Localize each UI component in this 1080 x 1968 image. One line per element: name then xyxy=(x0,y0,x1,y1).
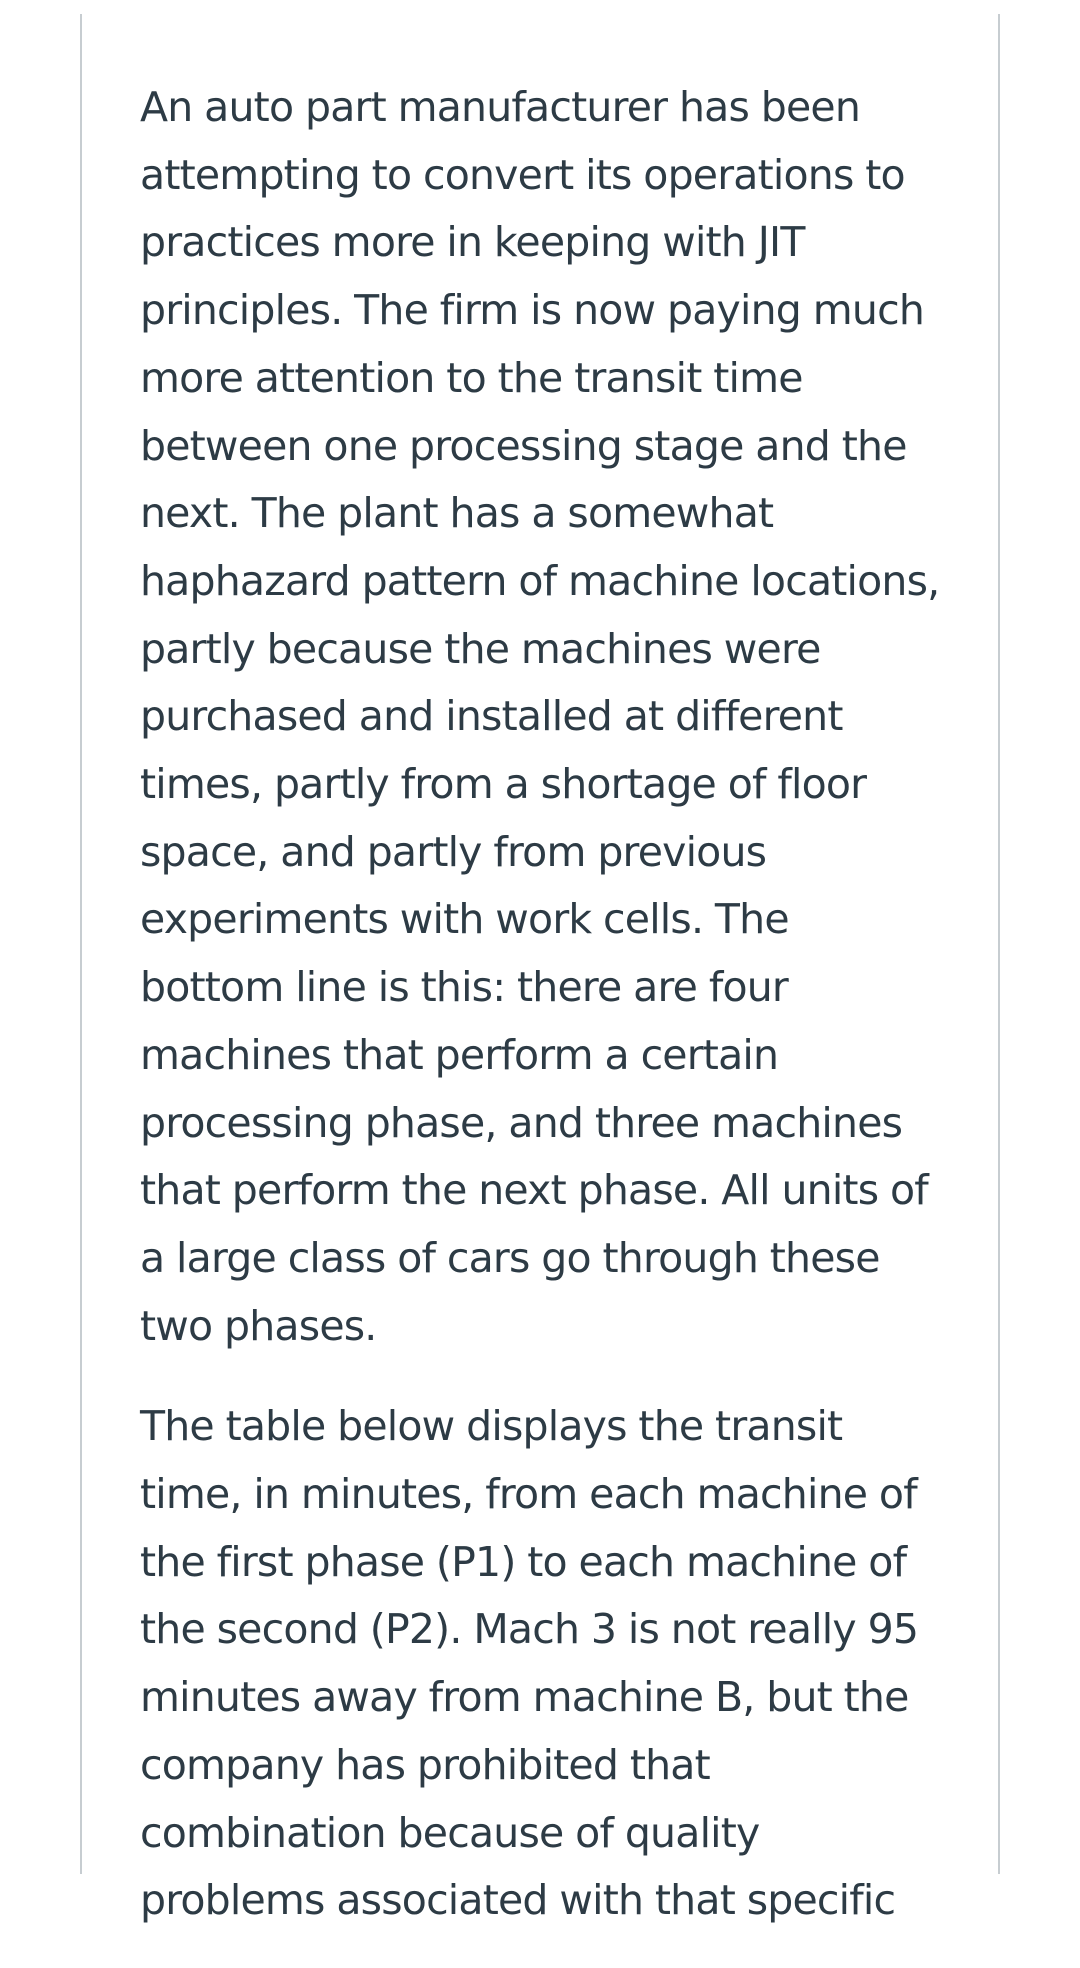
question-paragraph-2: The table below displays the transit time, in minutes, from each machine of the first phase (P1) to each machine of the second (P2). Mach 3 is not really 95 minutes away from machine B, but the company has prohibited that combination because of quality problems associated with that specific xyxy=(140,1402,919,1925)
question-paragraph-1: An auto part manufacturer has been attempting to convert its operations to practices more in keeping with JIT principles. The firm is now paying much more attention to the transit time between one processing stage and the next. The plant has a somewhat haphazard pattern of machine locations, partly because the machines were purchased and installed at different times, partly from a shortage of floor space, and partly from previous experiments with work cells. The bottom line is this: there are four machines that perform a certain processing phase, and three machines that perform the next phase. All units of a large class of cars go through these two phases. xyxy=(140,83,940,1350)
question-card xyxy=(80,14,1000,1925)
question-text xyxy=(140,74,940,1968)
